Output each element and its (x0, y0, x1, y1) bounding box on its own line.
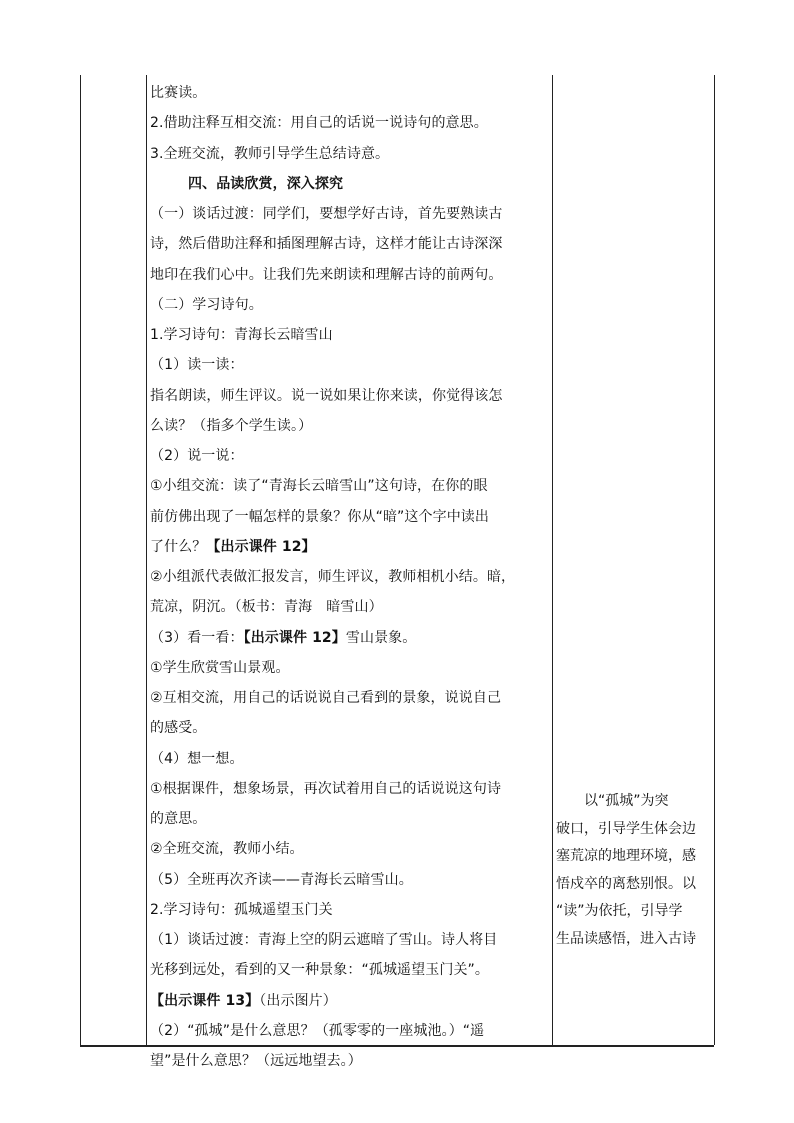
procedure-text: （3）看一看： (150, 629, 244, 646)
procedure-line (150, 563, 515, 591)
procedure-text: 么读？（指多个学生读。） (150, 417, 313, 434)
procedure-line (150, 624, 416, 652)
courseware-marker: 【出示课件 12】 (243, 629, 346, 646)
procedure-line (150, 896, 333, 924)
procedure-line (150, 593, 383, 621)
procedure-text: 的感受。 (150, 720, 207, 737)
procedure-line (150, 926, 497, 954)
procedure-text: 比赛读。 (150, 85, 207, 101)
procedure-line (150, 1017, 484, 1045)
procedure-line (150, 745, 244, 773)
procedure-line (150, 654, 290, 682)
procedure-text: ①小组交流：读了“青海长云暗雪山”这句诗，在你的眼 (150, 478, 488, 495)
procedure-text: 的意思。 (150, 811, 207, 827)
procedure-text: 荒凉，阴沉。（板书：青海 暗雪山） (150, 599, 383, 616)
procedure-text: 光移到远处，看到的又一种景象：“孤城遥望玉门关”。 (150, 962, 490, 979)
procedure-text: ①学生欣赏雪山景观。 (150, 659, 290, 676)
table-border-left (80, 75, 81, 1045)
procedure-line (150, 200, 503, 228)
procedure-text-tail: （出示图片） (259, 992, 337, 1009)
procedure-line (150, 956, 489, 984)
procedure-text: 3.全班交流，教师引导学生总结诗意。 (150, 145, 390, 162)
procedure-line (150, 533, 316, 561)
table-border-right (714, 75, 715, 1045)
design-intent-line: “读”为依托，引导学 (556, 903, 683, 919)
procedure-line (150, 230, 503, 258)
procedure-text: 1.学习诗句：青海长云暗雪山 (150, 327, 333, 343)
courseware-marker: 【出示课件 12】 (206, 538, 316, 555)
procedure-text: 地印在我们心中。让我们先来朗读和理解古诗的前两句。 (150, 266, 503, 283)
procedure-text: 2.学习诗句：孤城遥望玉门关 (150, 901, 333, 918)
procedure-line (150, 714, 206, 742)
design-intent-line: 生品读感悟，进入古诗 (556, 930, 696, 947)
design-intent-line: 悟戍卒的离愁别恨。以 (556, 875, 696, 892)
procedure-line (150, 684, 501, 712)
procedure-text: 指名朗读，师生评议。说一说如果让你来读，你觉得该怎 (150, 387, 503, 404)
procedure-text: 望”是什么意思？（远远地望去。） (150, 1053, 362, 1069)
procedure-text-tail: 雪山景象。 (345, 629, 417, 646)
procedure-line (150, 442, 244, 470)
procedure-text: （4）想一想。 (150, 750, 244, 767)
procedure-text: （1）谈话过渡：青海上空的阴云遮暗了雪山。诗人将目 (150, 932, 498, 948)
design-intent-line: 破口，引导学生体会边 (556, 820, 696, 837)
procedure-text: （1）读一读： (150, 357, 244, 374)
procedure-line (188, 170, 343, 198)
procedure-text: （5）全班再次齐读——青海长云暗雪山。 (150, 871, 413, 888)
procedure-line (150, 109, 488, 137)
procedure-text: ②互相交流，用自己的话说说自己看到的景象，说说自己 (150, 690, 502, 706)
table-border-col2 (552, 75, 553, 1045)
design-intent-line: 以“孤城”为突 (556, 793, 669, 809)
procedure-text: （一）谈话过渡：同学们，要想学好古诗，首先要熟读古 (150, 206, 503, 222)
procedure-text: 四、品读欣赏，深入探究 (188, 175, 344, 192)
procedure-text: ①根据课件，想象场景，再次试着用自己的话说说这句诗 (150, 780, 502, 797)
table-border-col1 (146, 75, 147, 1045)
procedure-line (150, 775, 501, 803)
procedure-line (150, 321, 333, 349)
procedure-text: ②小组派代表做汇报发言，师生评议，教师相机小结。暗， (150, 569, 516, 585)
procedure-line (150, 351, 244, 379)
procedure-line (150, 140, 389, 168)
courseware-marker: 【出示课件 13】 (150, 992, 260, 1009)
procedure-line (150, 472, 488, 500)
procedure-text: （二）学习诗句。 (150, 296, 263, 313)
procedure-line (150, 987, 337, 1015)
procedure-text: 了什么？ (150, 538, 207, 555)
procedure-line (150, 866, 413, 894)
procedure-line (150, 261, 503, 289)
procedure-line (150, 1047, 362, 1075)
procedure-text: 2.借助注释互相交流：用自己的话说一说诗句的意思。 (150, 115, 488, 132)
design-intent-line: 塞荒凉的地理环境，感 (556, 848, 696, 864)
procedure-line (150, 79, 206, 107)
procedure-line (150, 291, 263, 319)
procedure-line (150, 835, 304, 863)
procedure-text: ②全班交流，教师小结。 (150, 841, 304, 858)
procedure-text: 诗，然后借助注释和插图理解古诗，这样才能让古诗深深 (150, 236, 503, 253)
procedure-text: （2）“孤城”是什么意思？（孤零零的一座城池。）“遥 (150, 1022, 485, 1039)
procedure-text: （2）说一说： (150, 448, 244, 464)
procedure-line (150, 412, 312, 440)
procedure-line (150, 382, 503, 410)
procedure-text: 前仿佛出现了一幅怎样的景象？你从“暗”这个字中读出 (150, 508, 490, 525)
procedure-line (150, 805, 206, 833)
procedure-line (150, 503, 489, 531)
